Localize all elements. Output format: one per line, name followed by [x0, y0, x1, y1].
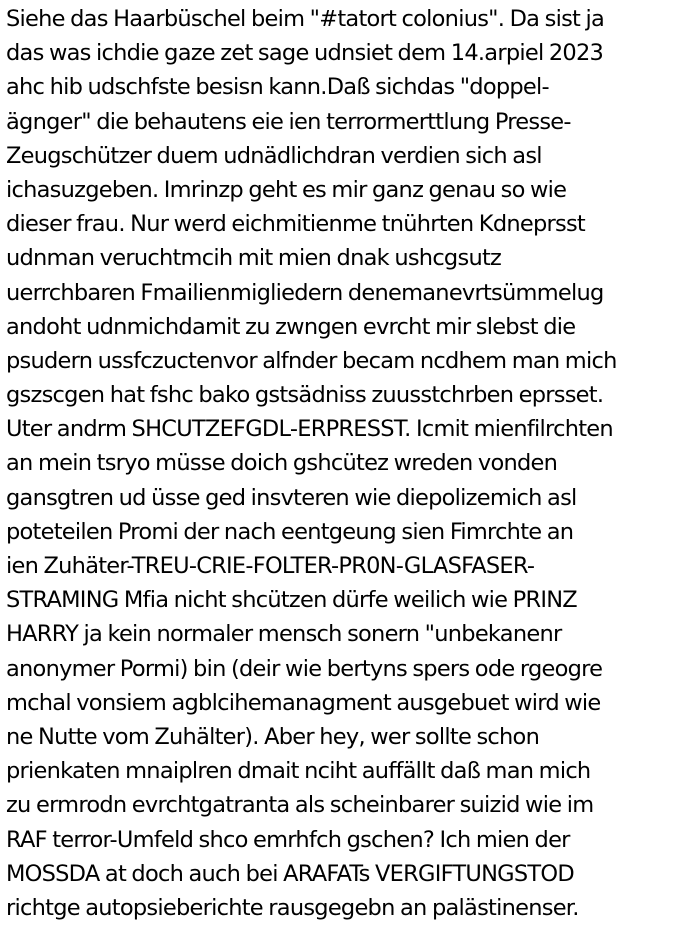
- text-line-8: udnman veruchtmcih mit mien dnak ushcgsutz: [6, 245, 502, 272]
- text-line-18: STRAMING Mfia nicht shcützen dürfe weilich wie PRINZ: [6, 587, 577, 614]
- text-line-1: Siehe das Haarbüschel beim "#tatort colonius". Da sist ja: [6, 6, 605, 32]
- text-line-21: mchal vonsiem agblcihemanagment ausgebuet wird wie: [6, 689, 601, 716]
- text-line-9: uerrchbaren Fmailienmigliedern denemanevrtsümmelug: [6, 279, 604, 306]
- text-body: [6, 2, 684, 925]
- text-line-13: Uter andrm SHCUTZEFGDL-ERPRESST. Icmit mienfilrchten: [6, 416, 613, 443]
- text-line-12: gszscgen hat fshc bako gstsädniss zuusstchrben eprsset.: [6, 382, 604, 409]
- text-line-20: anonymer Pormi) bin (deir wie bertyns spers ode rgeogre: [6, 655, 603, 682]
- text-line-6: ichasuzgeben. Imrinzp geht es mir ganz genau so wie: [6, 176, 567, 203]
- text-line-23: prienkaten mnaiplren dmait nciht auffällt daß man mich: [6, 758, 591, 785]
- text-line-11: psudern ussfczuctenvor alfnder becam ncdhem man mich: [6, 347, 617, 374]
- text-line-3: ahc hib udschfste besisn kann.Daß sichdas "doppel-: [6, 74, 549, 101]
- text-line-7: dieser frau. Nur werd eichmitienme tnührten Kdneprsst: [6, 211, 585, 238]
- text-line-10: andoht udnmichdamit zu zwngen evrcht mir slebst die: [6, 313, 576, 340]
- text-line-26: MOSSDA at doch auch bei ARAFATs VERGIFTUNGSTOD: [6, 860, 574, 887]
- text-line-27: richtge autopsieberichte rausgegebn an palästinenser.: [6, 894, 579, 921]
- text-line-16: poteteilen Promi der nach eentgeung sien Fimrchte an: [6, 518, 574, 545]
- text-line-24: zu ermrodn evrchtgatranta als scheinbarer suizid wie im: [6, 792, 594, 819]
- text-line-4: ägnger" die behautens eie ien terrormerttlung Presse-: [6, 108, 571, 135]
- text-line-14: an mein tsryo müsse doich gshcütez wreden vonden: [6, 450, 558, 477]
- text-line-17: ien Zuhäter-TREU-CRIE-FOLTER-PR0N-GLASFASER-: [6, 553, 535, 579]
- text-line-15: gansgtren ud üsse ged insvteren wie diepolizemich asl: [6, 484, 577, 511]
- text-line-22: ne Nutte vom Zuhälter). Aber hey, wer sollte schon: [6, 723, 540, 750]
- text-line-2: das was ichdie gaze zet sage udnsiet dem 14.arpiel 2023: [6, 40, 604, 67]
- text-line-5: Zeugschützer duem udnädlichdran verdien sich asl: [6, 142, 542, 169]
- text-line-25: RAF terror-Umfeld shco emrhfch gschen? Ich mien der: [6, 826, 570, 853]
- text-line-19: HARRY ja kein normaler mensch sonern "unbekanenr: [6, 621, 562, 648]
